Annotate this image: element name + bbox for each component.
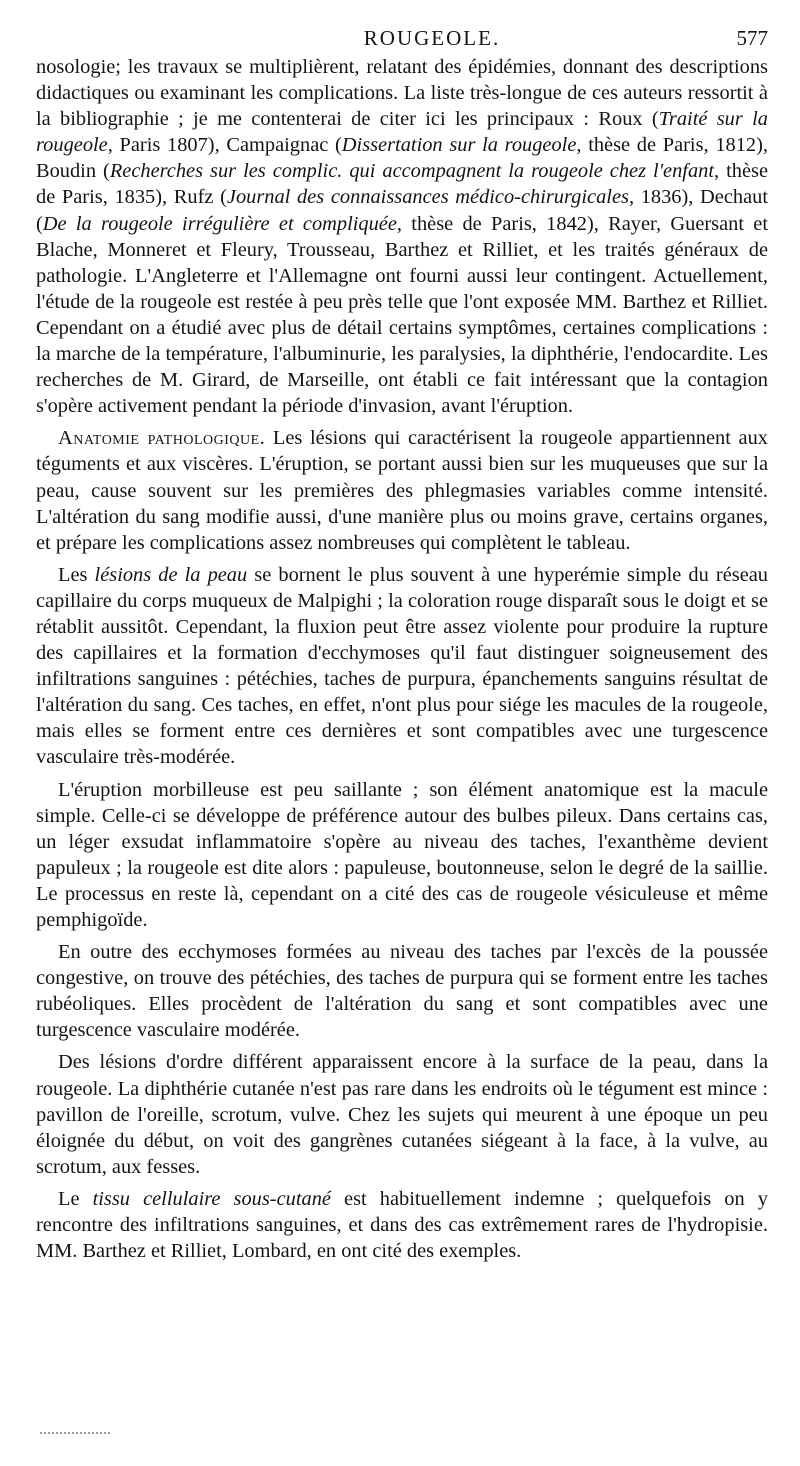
page-edge-mark — [40, 1432, 110, 1436]
book-page — [36, 22, 768, 1270]
section-heading: Anatomie pathologique. — [58, 427, 266, 450]
italic-text: Traité sur la rougeole — [36, 108, 768, 157]
paragraph — [36, 425, 768, 555]
paragraph — [36, 1186, 768, 1264]
paragraph — [36, 939, 768, 1043]
text-run: , Paris 1807), Campaignac ( — [107, 134, 342, 157]
text-run: Le — [58, 1187, 93, 1210]
text-run: nosologie; les travaux se multiplièrent, relatant des épidémies, donnant des descriptions didactiques ou examinant les complications. La liste très-longue de ces auteurs ressortit à la bibliographie ; je me contenterai de citer ici les principaux : Roux ( — [36, 56, 768, 131]
body-text — [36, 54, 768, 1264]
text-run: Des lésions d'ordre différent apparaissent encore à la surface de la peau, dans la rougeole. La diphthérie cutanée n'est pas rare dans les endroits où le tégument est mince : pavillon de l'oreille, scrotum, vulve. Chez les sujets qui meurent à une époque un peu éloignée du début, on voit des gangrènes cutanées siégeant à la face, à la vulve, au scrotum, aux fesses. — [36, 1051, 768, 1178]
italic-text: tissu cellulaire sous-cutané — [92, 1187, 331, 1210]
italic-text: Journal des connaissances médico-chirurgicales — [226, 186, 629, 209]
page-number: 577 — [736, 26, 768, 50]
text-run: , thèse de Paris, 1812), Boudin ( — [36, 134, 768, 183]
paragraph — [36, 1049, 768, 1179]
text-run: se bornent le plus souvent à une hyperémie simple du réseau capillaire du corps muqueux de Malpighi ; la coloration rouge disparaît sous le doigt et se rétablit aussitôt. Cependant, la fluxion peut être assez violente pour produire la rupture des capillaires et la formation d'ecchymoses qu'il faut distinguer soigneusement des infiltrations sanguines : pétéchies, taches de purpura, épanchements sanguins résultat de l'altération du sang. Ces taches, en effet, n'ont plus pour siége les macules de la rougeole, mais elles se forment entre ces dernières et sont compatibles avec une turgescence vasculaire très-modérée. — [36, 563, 768, 769]
text-run: En outre des ecchymoses formées au niveau des taches par l'excès de la poussée congestive, on trouve des pétéchies, des taches de purpura qui se forment entre les taches rubéoliques. Elles procèdent de l'altération du sang et sont compatibles avec une turgescence vasculaire modérée. — [36, 941, 768, 1042]
italic-text: lésions de la peau — [94, 563, 248, 586]
text-run: , thèse de Paris, 1835), Rufz ( — [36, 160, 769, 209]
text-run: est habituellement indemne ; quelquefois on y rencontre des infiltrations sanguines, et dans des cas extrêmement rares de l'hydropisie. MM. Barthez et Rilliet, Lombard, en ont cité des exemples. — [36, 1187, 768, 1263]
italic-text: Recherches sur les complic. qui accompagnent la rougeole chez l'enfant — [109, 160, 715, 183]
paragraph — [36, 562, 768, 771]
running-title: ROUGEOLE. — [363, 26, 501, 50]
running-header — [36, 22, 768, 54]
text-run: Les lésions qui caractérisent la rougeole appartiennent aux téguments et aux viscères. L'éruption, se portant aussi bien sur les muqueuses que sur la peau, cause souvent sur les premières des phlegmasies variables comme intensité. L'altération du sang modifie aussi, d'une manière plus ou moins grave, certains organes, et prépare les complications assez nombreuses qui complètent le tableau. — [36, 427, 768, 554]
paragraph — [36, 777, 768, 934]
italic-text: Dissertation sur la rougeole — [341, 134, 577, 157]
paragraph — [36, 54, 768, 419]
text-run: Les — [58, 563, 95, 586]
text-run: , thèse de Paris, 1842), Rayer, Guersant et Blache, Monneret et Fleury, Trousseau, Barthez et Rilliet, et les traités généraux de pathologie. L'Angleterre et l'Allemagne ont fourni aussi leur contingent. Actuellement, l'étude de la rougeole est restée à peu près telle que l'ont exposée MM. Barthez et Rilliet. Cependant on a étudié avec plus de détail certains symptômes, certaines complications : la marche de la température, l'albuminurie, les paralysies, la diphthérie, l'endocardite. Les recherches de M. Girard, de Marseille, ont établi ce fait intéressant que la contagion s'opère activement pendant la période d'invasion, avant l'éruption. — [36, 212, 769, 418]
text-run: , 1836), Dechaut ( — [36, 186, 768, 235]
italic-text: De la rougeole irrégulière et compliquée — [42, 212, 397, 235]
text-run: L'éruption morbilleuse est peu saillante ; son élément anatomique est la macule simple. Celle-ci se développe de préférence autour des bulbes pileux. Dans certains cas, un léger exsudat inflammatoire s'opère au niveau des taches, l'exanthème devient papuleux ; la rougeole est dite alors : papuleuse, boutonneuse, selon le degré de la saillie. Le processus en reste là, cependant on a cité des cas de rougeole vésiculeuse et même pemphigoïde. — [36, 778, 768, 931]
